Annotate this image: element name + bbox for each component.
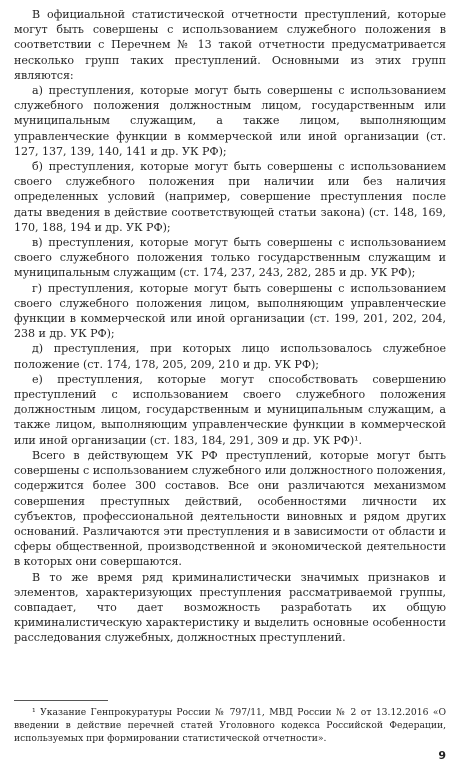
paragraph-item-g: г) преступления, которые могут быть совершены с использованием своего служебного положения лицом, выполняющим управленческие функции в коммерческой или иной организации (ст. 199, 201, 202, 204, 238 и др. УК РФ);	[14, 281, 446, 341]
paragraph-conclusion: В то же время ряд криминалистически значимых признаков и элементов, характеризующих преступления рассматриваемой группы, совпадает, что дает возможность разработать их общую криминалистическую характеристику и выделить основные особенности расследования служебных, должностных преступлений.	[14, 570, 446, 645]
footnote	[14, 707, 446, 745]
footnote-text: ¹ Указание Генпрокуратуры России № 797/11, МВД России № 2 от 13.12.2016 «О введении в действие перечней статей Уголовного кодекса Российской Федерации, используемых при формировании статистической отчетности».	[14, 707, 446, 744]
paragraph-total: Всего в действующем УК РФ преступлений, которые могут быть совершены с использованием служебного или должностного положения, содержится более 300 составов. Все они различаются механизмом совершения преступных действий, особенностями личности их субъектов, профессиональной деятельности виновных и рядом других оснований. Различаются эти преступления и в зависимости от области и сферы общественной, производственной и экономической деятельности в которых они совершаются.	[14, 448, 446, 569]
paragraph-item-e: е) преступления, которые могут способствовать совершению преступлений с использованием своего служебного положения должностным лицом, государственным и муниципальным служащим, а также лицом, выполняющим управленческие функции в коммерческой или иной организации (ст. 183, 184, 291, 309 и др. УК РФ)¹.	[14, 372, 446, 447]
footnote-divider	[14, 700, 108, 701]
paragraph-item-b: б) преступления, которые могут быть совершены с использованием своего служебного положения при наличии или без наличия определенных условий (например, совершение преступления после даты введения в действие соответствующей статьи закона) (ст. 148, 169, 170, 188, 194 и др. УК РФ);	[14, 160, 446, 234]
paragraph-item-v: в) преступления, которые могут быть совершены с использованием своего служебного положения только государственным служащим и муниципальным служащим (ст. 174, 237, 243, 282, 285 и др. УК РФ);	[14, 236, 446, 280]
paragraph-intro: В официальной статистической отчетности преступлений, которые могут быть совершены с использованием служебного положения в соответствии с Перечнем № 13 такой отчетности предусматривается несколько групп таких преступлений. Основными из этих групп являются:	[14, 8, 446, 82]
paragraph-item-a: а) преступления, которые могут быть совершены с использованием служебного положения должностным лицом, государственным или муниципальным служащим, а также лицом, выполняющим управленческие функции в коммерческой или иной организации (ст. 127, 137, 139, 140, 141 и др. УК РФ);	[14, 84, 446, 158]
paragraph-item-d: д) преступления, при которых лицо использовалось служебное положение (ст. 174, 178, 205, 209, 210 и др. УК РФ);	[14, 342, 446, 371]
page-number: 9	[438, 749, 446, 762]
main-text	[14, 7, 446, 646]
